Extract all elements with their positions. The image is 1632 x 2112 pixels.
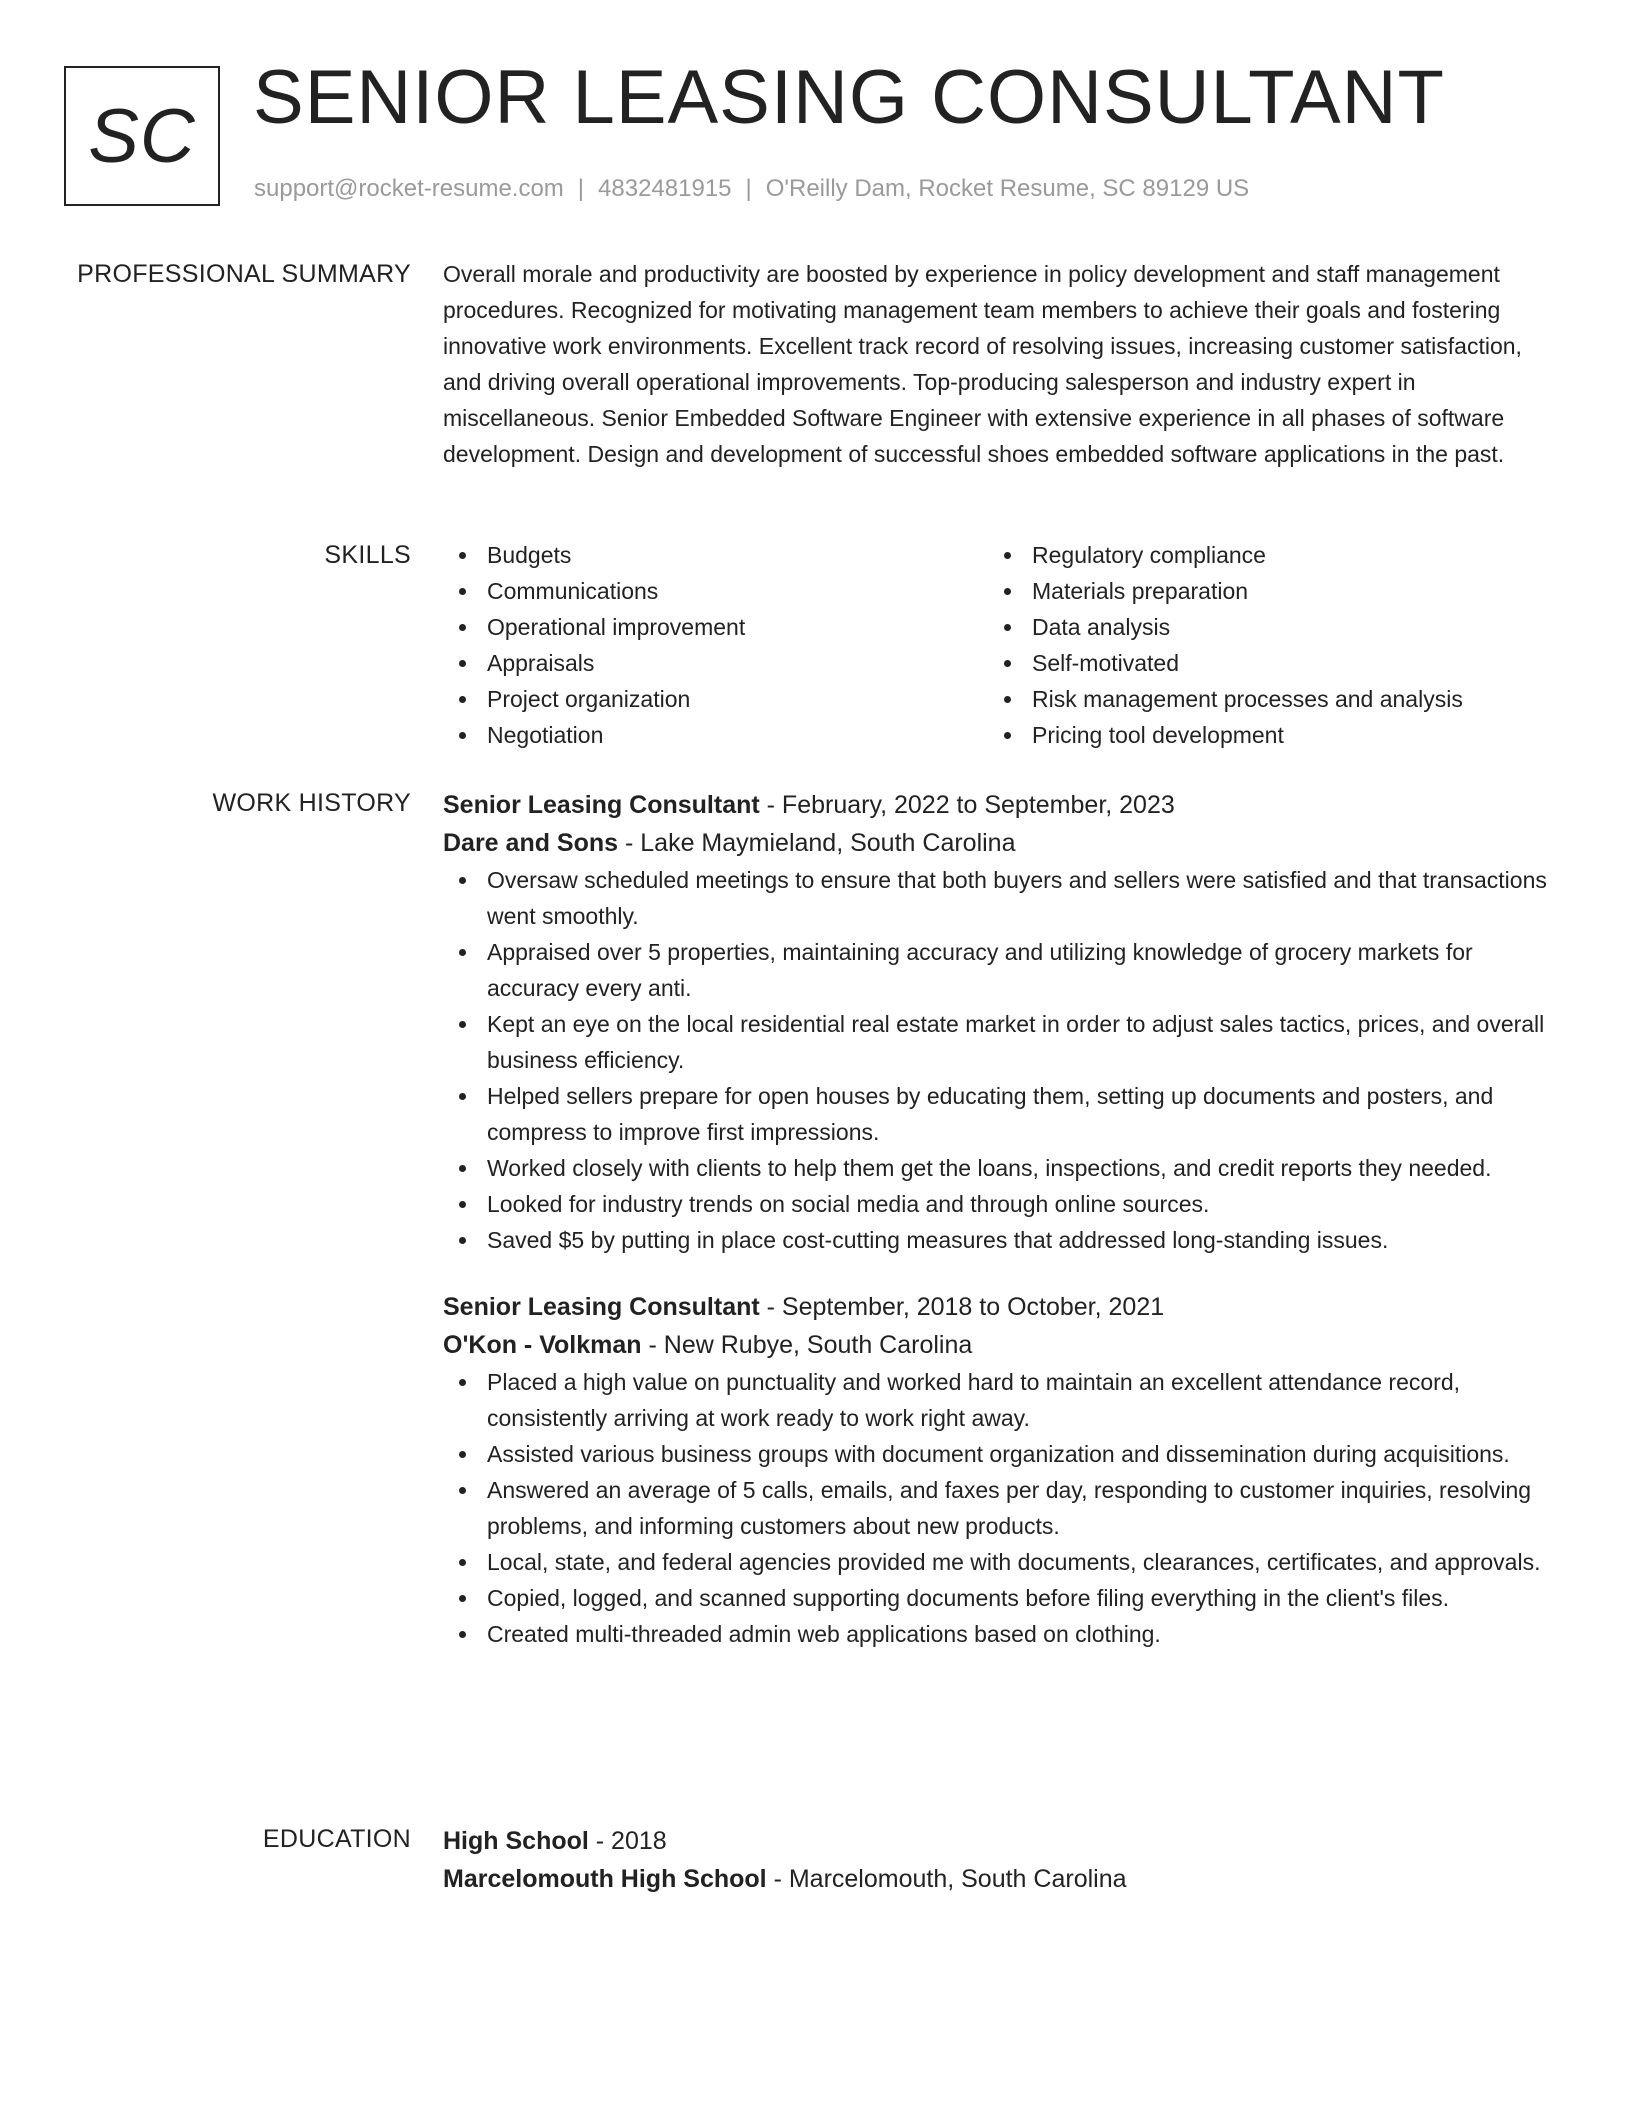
- section-title-skills: SKILLS: [324, 541, 411, 569]
- summary-text: Overall morale and productivity are boosted by experience in policy development and staff management procedures. Recognized for motivating management team members to achieve their goals and fostering innovative work environments. Excellent track record of resolving issues, increasing customer satisfaction, and driving overall operational improvements. Top-producing salesperson and industry expert in miscellaneous. Senior Embedded Software Engineer with extensive experience in all phases of software development. Design and development of successful shoes embedded software applications in the past.: [443, 261, 1522, 467]
- resume-title: SENIOR LEASING CONSULTANT: [253, 55, 1445, 140]
- job-bullet: Oversaw scheduled meetings to ensure that both buyers and sellers were satisfied and that transactions went smoothly.: [443, 862, 1548, 934]
- job-location: - Lake Maymieland, South Carolina: [618, 829, 1016, 857]
- job-company: Dare and Sons: [443, 829, 619, 857]
- job-entry: [443, 786, 1548, 1258]
- skill-item: Pricing tool development: [988, 717, 1533, 753]
- job-bullet: Looked for industry trends on social media and through online sources.: [443, 1186, 1548, 1222]
- job-bullet: Helped sellers prepare for open houses by educating them, setting up documents and posters, and compress to improve first impressions.: [443, 1078, 1548, 1150]
- skills-body: [443, 537, 1548, 753]
- job-title-line: [443, 786, 1548, 824]
- job-company-line: [443, 1326, 1548, 1364]
- skill-item: Negotiation: [443, 717, 988, 753]
- job-bullet: Assisted various business groups with document organization and dissemination during acquisitions.: [443, 1436, 1548, 1472]
- skills-grid: [443, 537, 1548, 753]
- skill-item: Materials preparation: [988, 573, 1533, 609]
- job-bullet: Created multi-threaded admin web applications based on clothing.: [443, 1616, 1548, 1652]
- education-school-line: [443, 1860, 1548, 1898]
- section-title-summary: PROFESSIONAL SUMMARY: [77, 260, 411, 288]
- job-bullet: Worked closely with clients to help them get the loans, inspections, and credit reports they needed.: [443, 1150, 1548, 1186]
- skill-item: Appraisals: [443, 645, 988, 681]
- monogram-initials: SC: [64, 66, 220, 206]
- contact-separator: |: [577, 175, 585, 202]
- job-location: - New Rubye, South Carolina: [641, 1331, 973, 1359]
- skill-item: Regulatory compliance: [988, 537, 1533, 573]
- job-entry: [443, 1288, 1548, 1652]
- section-title-education: EDUCATION: [262, 1825, 411, 1853]
- skill-item: Self-motivated: [988, 645, 1533, 681]
- job-bullet: Placed a high value on punctuality and worked hard to maintain an excellent attendance record, consistently arriving at work ready to work right away.: [443, 1364, 1548, 1436]
- skill-item: Operational improvement: [443, 609, 988, 645]
- job-bullets: [443, 862, 1548, 1258]
- summary-body: [443, 256, 1548, 472]
- education-year: - 2018: [588, 1827, 667, 1855]
- job-bullet: Answered an average of 5 calls, emails, and faxes per day, responding to customer inquiries, resolving problems, and informing customers about new products.: [443, 1472, 1548, 1544]
- skill-item: Data analysis: [988, 609, 1533, 645]
- contact-address: O'Reilly Dam, Rocket Resume, SC 89129 US: [765, 175, 1250, 202]
- contact-separator: |: [745, 175, 752, 202]
- education-school: Marcelomouth High School: [443, 1865, 767, 1893]
- contact-email[interactable]: support@rocket-resume.com: [254, 175, 564, 202]
- section-title-work: WORK HISTORY: [212, 789, 411, 817]
- skill-item: Communications: [443, 573, 988, 609]
- skill-item: Risk management processes and analysis: [988, 681, 1533, 717]
- skills-column-right: [988, 537, 1533, 753]
- job-bullet: Saved $5 by putting in place cost-cutting measures that addressed long-standing issues.: [443, 1222, 1548, 1258]
- job-role: Senior Leasing Consultant: [443, 1293, 760, 1321]
- skills-column-left: [443, 537, 988, 753]
- job-company: O'Kon - Volkman: [443, 1331, 642, 1359]
- job-dates: - September, 2018 to October, 2021: [759, 1293, 1165, 1321]
- job-bullet: Local, state, and federal agencies provided me with documents, clearances, certificates, and approvals.: [443, 1544, 1548, 1580]
- skill-item: Budgets: [443, 537, 988, 573]
- contact-line: [254, 175, 1249, 203]
- job-role: Senior Leasing Consultant: [443, 791, 760, 819]
- job-title-line: [443, 1288, 1548, 1326]
- job-dates: - February, 2022 to September, 2023: [759, 791, 1175, 819]
- education-body: [443, 1822, 1548, 1898]
- contact-phone[interactable]: 4832481915: [598, 175, 732, 202]
- education-location: - Marcelomouth, South Carolina: [766, 1865, 1127, 1893]
- skill-item: Project organization: [443, 681, 988, 717]
- job-bullets: [443, 1364, 1548, 1652]
- education-degree-line: [443, 1822, 1548, 1860]
- job-bullet: Copied, logged, and scanned supporting documents before filing everything in the client's files.: [443, 1580, 1548, 1616]
- work-body: [443, 786, 1548, 1652]
- job-bullet: Kept an eye on the local residential real estate market in order to adjust sales tactics, prices, and overall business efficiency.: [443, 1006, 1548, 1078]
- job-company-line: [443, 824, 1548, 862]
- job-bullet: Appraised over 5 properties, maintaining accuracy and utilizing knowledge of grocery markets for accuracy every anti.: [443, 934, 1548, 1006]
- education-degree: High School: [443, 1827, 589, 1855]
